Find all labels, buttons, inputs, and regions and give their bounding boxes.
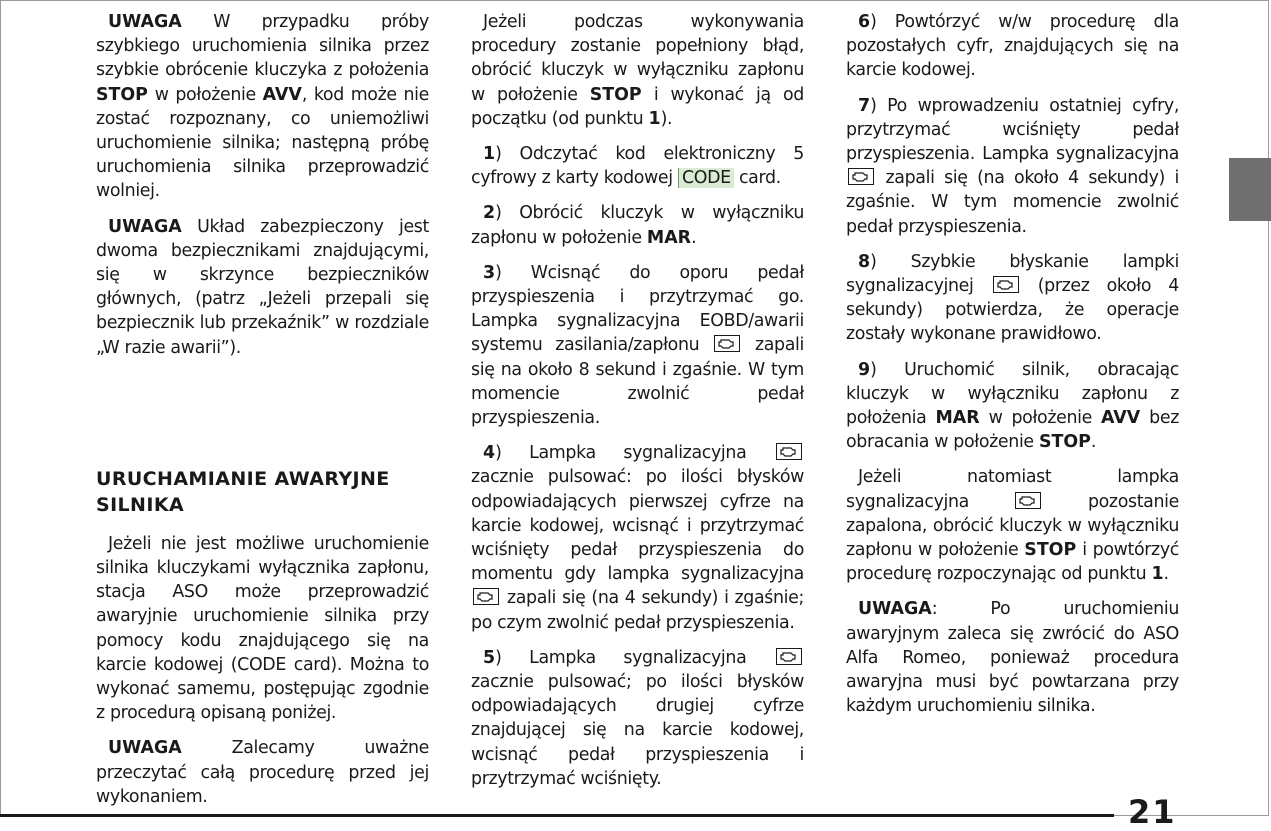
- step-7: 7) Po wprowadzeniu ostatniej cyfry, przytrzymać wciśnięty pedał przyspieszenia. Lampka sygnalizacyjna zapali się (na około 4 sekundy) i zgaśnie. W tym momencie zwolnić pedał przyspieszenia.: [846, 95, 1179, 237]
- step-3: 3) Wcisnąć do oporu pedał przyspieszenia i przytrzymać go. Lampka sygnalizacyjna EOBD/awarii systemu zasilania/zapłonu zapali się na około 8 sekund i zgaśnie. W tym momencie zwolnić pedał przyspieszenia.: [471, 262, 804, 429]
- step-9: 9) Uruchomić silnik, obracając kluczyk w wyłączniku zapłonu z położenia MAR w położenie AVV bez obracania w położenie STOP.: [846, 359, 1179, 453]
- step-4: 4) Lampka sygnalizacyjna zacznie pulsować: po ilości błysków odpowiadających pierwszej cyfrze na karcie kodowej, wcisnąć i przytrzymać wciśnięty pedał przyspieszenia do momentu gdy lampka sygnalizacyjna zapali się (na 4 sekundy) i zgaśnie; po czym zwolnić pedał przyspieszenia.: [471, 443, 804, 633]
- step-5: 5) Lampka sygnalizacyjna zacznie pulsować; po ilości błysków odpowiadających drugiej cyfrze znajdującej się na karcie kodowej, wcisnąć pedał przyspieszenia i przytrzymać wciśnięty.: [471, 647, 804, 789]
- engine-check-icon: [776, 648, 802, 665]
- section-heading: URUCHAMIANIE AWARYJNE SILNIKA: [96, 467, 390, 516]
- engine-check-icon: [993, 276, 1019, 293]
- column-1: [96, 10, 429, 820]
- engine-check-icon: [1015, 492, 1041, 509]
- step-8: 8) Szybkie błyskanie lampki sygnalizacyjnej (przez około 4 sekundy) potwierdza, że operacje zostały wykonane prawidłowo.: [846, 251, 1180, 345]
- note-fuses: UWAGA Układ zabezpieczony jest dwoma bezpiecznikami znajdującymi, się w skrzynce bezpieczników głównych, (patrz „Jeżeli przepali się bezpiecznik lub przekaźnik” w rozdziale „W razie awarii”).: [96, 216, 429, 358]
- step-1: 1) Odczytać kod elektroniczny 5 cyfrowy z karty kodowej CODE card.: [471, 144, 804, 189]
- step-6: 6) Powtórzyć w/w procedurę dla pozostałych cyfr, znajdujących się na karcie kodowej.: [846, 12, 1179, 81]
- note-read-procedure: UWAGA Zalecamy uważne przeczytać całą procedurę przed jej wykonaniem.: [96, 738, 429, 807]
- highlighted-text: CODE: [678, 168, 734, 188]
- lamp-stays-on-paragraph: Jeżeli natomiast lampka sygnalizacyjna pozostanie zapalona, obrócić kluczyk w wyłączniku zapłonu w położenie STOP i powtórzyć procedurę rozpoczynając od punktu 1.: [846, 467, 1179, 585]
- column-3: [846, 10, 1179, 729]
- error-paragraph: Jeżeli podczas wykonywania procedury zostanie popełniony błąd, obrócić kluczyk w wyłączniku zapłonu w położenie STOP i wykonać ją od początku (od punktu 1).: [471, 12, 804, 129]
- note-after-emergency-start: UWAGA: Po uruchomieniu awaryjnym zaleca się zwrócić do ASO Alfa Romeo, ponieważ procedura awaryjna musi być powtarzana przy każdym uruchomieniu silnika.: [846, 599, 1179, 717]
- column-2: [471, 10, 804, 802]
- note-quick-start: UWAGA W przypadku próby szybkiego uruchomienia silnika przez szybkie obrócenie kluczyka z położenia STOP w położenie AVV, kod może nie zostać rozpoznany, co uniemożliwi uruchomienie silnika; następną próbę uruchomienia silnika przeprowadzić wolniej.: [96, 12, 429, 202]
- step-2: 2) Obrócić kluczyk w wyłączniku zapłonu w położenie MAR.: [471, 203, 804, 248]
- engine-check-icon: [473, 588, 499, 605]
- intro-paragraph: Jeżeli nie jest możliwe uruchomienie silnika kluczykami wyłącznika zapłonu, stacja ASO może przeprowadzić awaryjnie uruchomienie silnika przy pomocy kodu znajdującego się na karcie kodowej (CODE card). Można to wykonać samemu, postępując zgodnie z procedurą opisaną poniżej.: [96, 533, 429, 724]
- section-tab: [1229, 158, 1271, 221]
- engine-check-icon: [714, 335, 740, 352]
- engine-check-icon: [848, 168, 874, 185]
- engine-check-icon: [776, 443, 802, 460]
- bottom-rule: [0, 814, 1114, 817]
- page-number: 21: [1128, 793, 1177, 831]
